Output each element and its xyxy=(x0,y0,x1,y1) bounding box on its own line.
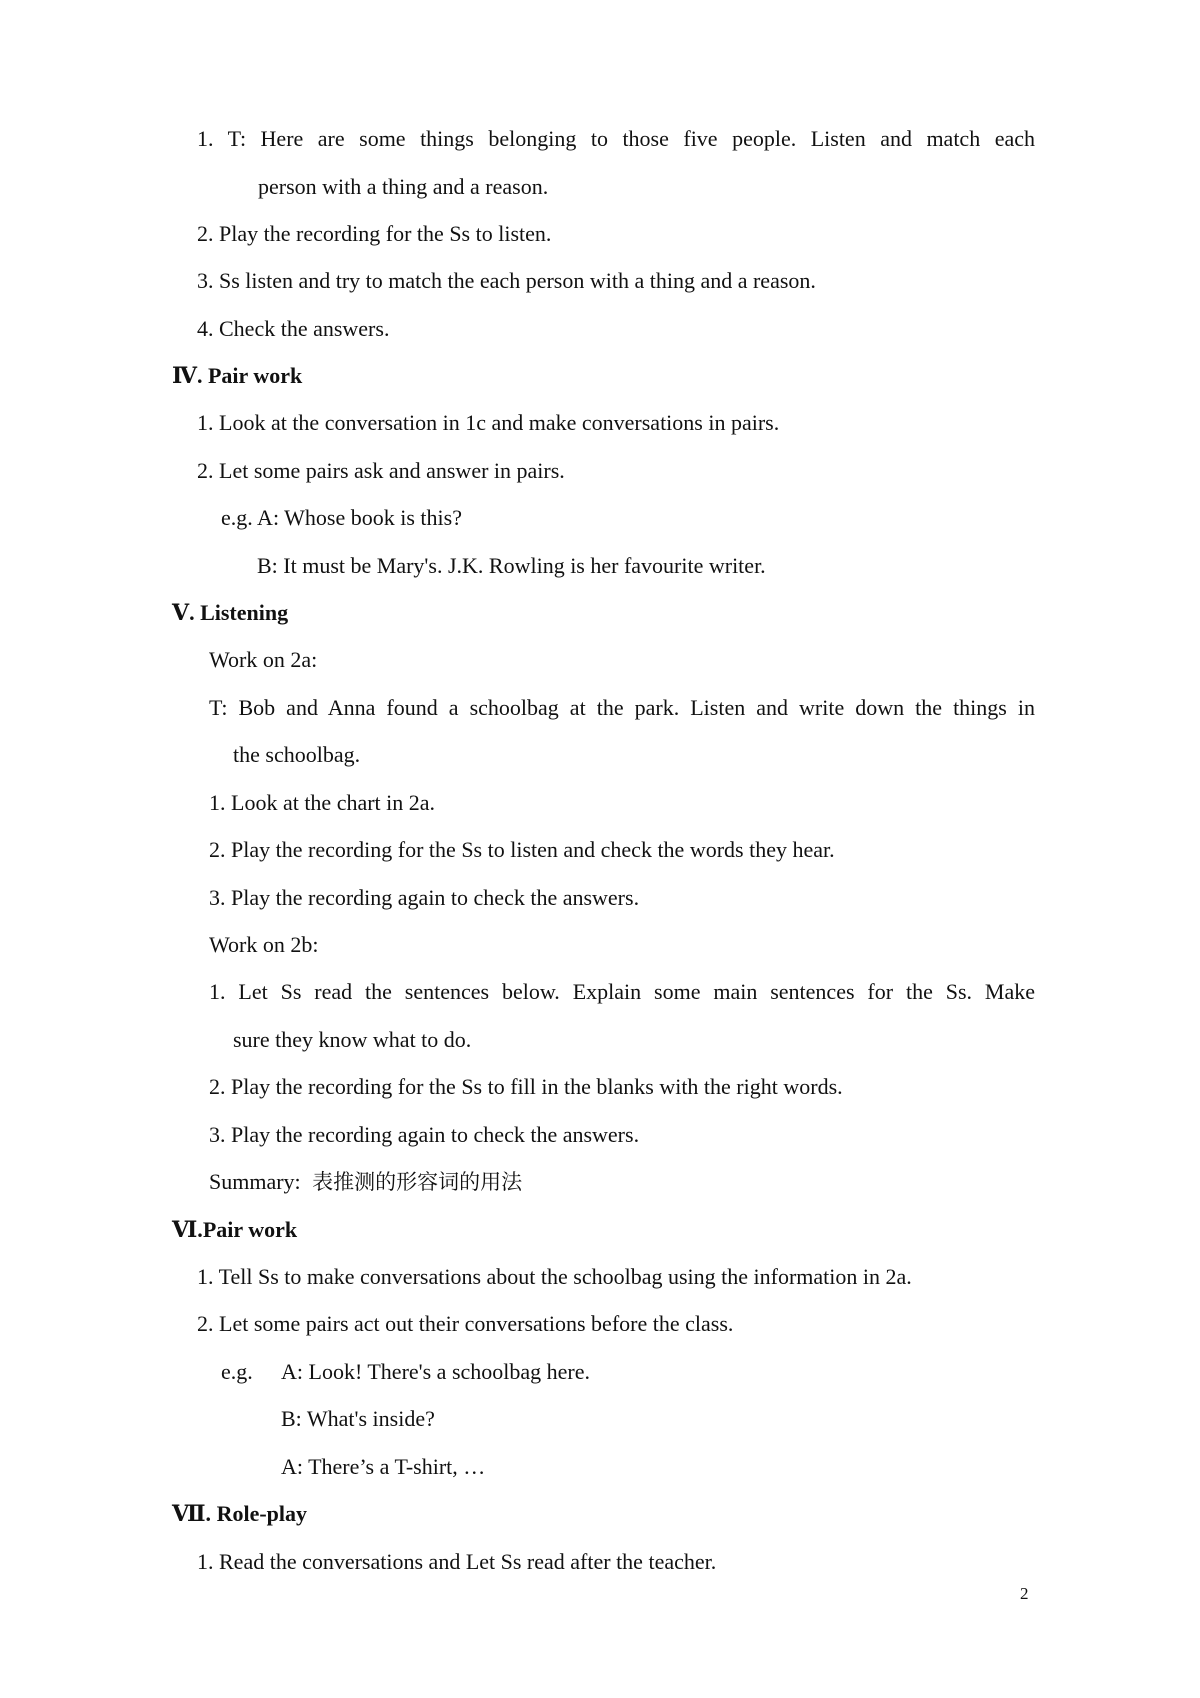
sec4-item1: 1. Look at the conversation in 1c and make conversations in pairs. xyxy=(197,410,780,435)
sec5-summary-label: Summary: xyxy=(209,1169,301,1194)
sec5-work2b: Work on 2b: xyxy=(209,932,319,957)
sec5-t-line2: the schoolbag. xyxy=(233,742,361,767)
sec6-heading-title: Pair work xyxy=(202,1217,298,1242)
sec3-item1-line2: person with a thing and a reason. xyxy=(258,174,549,199)
sec4-heading xyxy=(172,361,302,391)
sec6-eg-b: B: What's inside? xyxy=(281,1406,435,1431)
sec4-item2: 2. Let some pairs ask and answer in pairs. xyxy=(197,458,565,483)
sec6-eg-label: e.g. xyxy=(221,1359,253,1384)
sec3-item4: 4. Check the answers. xyxy=(197,316,390,341)
sec6-heading-num: Ⅵ. xyxy=(172,1217,203,1242)
sec3-item1-line1: 1. T: Here are some things belonging to those five people. Listen and match each xyxy=(197,126,1035,151)
sec5-work2a: Work on 2a: xyxy=(209,647,318,672)
sec3-item2: 2. Play the recording for the Ss to listen. xyxy=(197,221,552,246)
sec5-summary xyxy=(209,1167,522,1197)
sec5-b1-line1: 1. Let Ss read the sentences below. Explain some main sentences for the Ss. Make xyxy=(209,979,1035,1004)
sec5-heading xyxy=(172,598,288,628)
sec4-eg-b: B: It must be Mary's. J.K. Rowling is her favourite writer. xyxy=(257,553,766,578)
sec4-heading-num: Ⅳ. xyxy=(172,363,203,388)
sec5-a2: 2. Play the recording for the Ss to listen and check the words they hear. xyxy=(209,837,835,862)
sec5-heading-title: Listening xyxy=(200,600,289,625)
sec5-b3: 3. Play the recording again to check the answers. xyxy=(209,1122,640,1147)
sec6-item1: 1. Tell Ss to make conversations about the schoolbag using the information in 2a. xyxy=(197,1264,912,1289)
sec6-eg-c: A: There’s a T-shirt, … xyxy=(281,1454,486,1479)
sec3-item3: 3. Ss listen and try to match the each person with a thing and a reason. xyxy=(197,268,816,293)
sec6-heading xyxy=(172,1215,297,1245)
sec5-a1: 1. Look at the chart in 2a. xyxy=(209,790,436,815)
sec7-heading-title: Role-play xyxy=(216,1501,308,1526)
sec7-heading xyxy=(172,1499,307,1529)
sec5-summary-text: 表推测的形容词的用法 xyxy=(312,1170,523,1194)
sec5-b1-line2: sure they know what to do. xyxy=(233,1027,472,1052)
page-number: 2 xyxy=(1020,1584,1029,1603)
sec6-eg-a: A: Look! There's a schoolbag here. xyxy=(281,1359,591,1384)
sec5-t-line1: T: Bob and Anna found a schoolbag at the park. Listen and write down the things in xyxy=(209,695,1035,720)
sec5-a3: 3. Play the recording again to check the answers. xyxy=(209,885,640,910)
sec4-eg-a: e.g. A: Whose book is this? xyxy=(221,505,462,530)
sec6-item2: 2. Let some pairs act out their conversations before the class. xyxy=(197,1311,734,1336)
sec5-heading-num: Ⅴ. xyxy=(172,600,195,625)
sec5-b2: 2. Play the recording for the Ss to fill in the blanks with the right words. xyxy=(209,1074,843,1099)
sec7-heading-num: Ⅶ. xyxy=(172,1501,212,1526)
sec7-item1: 1. Read the conversations and Let Ss read after the teacher. xyxy=(197,1549,717,1574)
sec4-heading-title: Pair work xyxy=(207,363,303,388)
